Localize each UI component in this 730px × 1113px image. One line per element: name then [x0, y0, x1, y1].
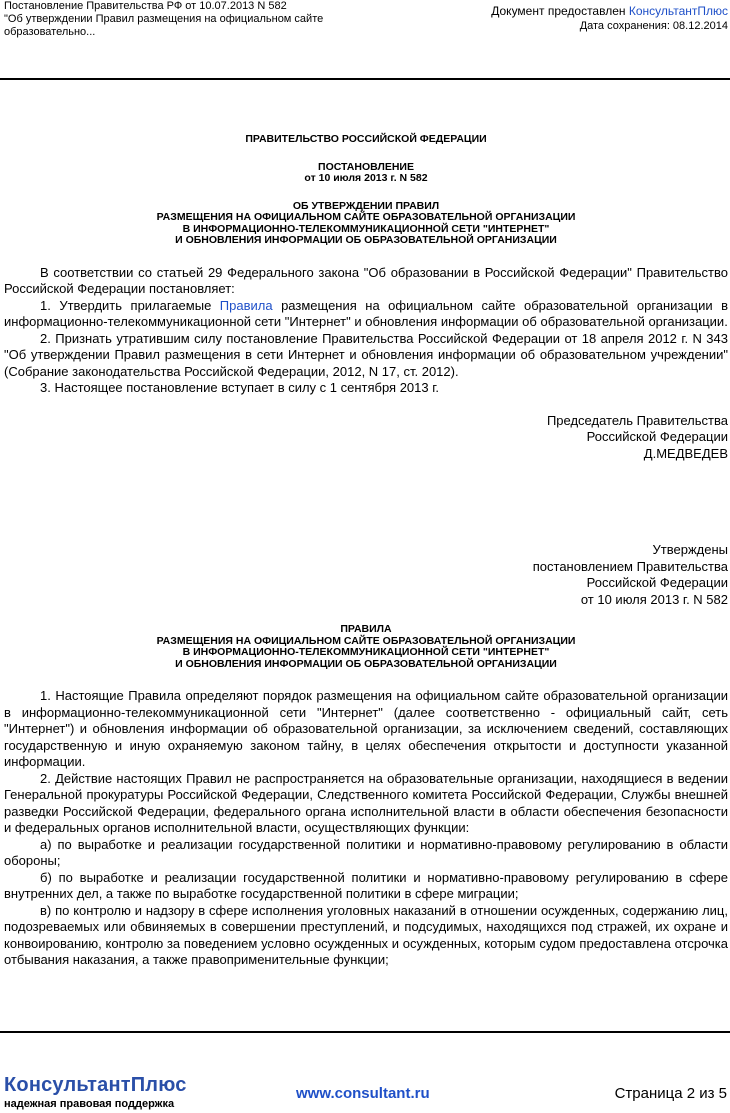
signature-line: Д.МЕДВЕДЕВ — [643, 445, 728, 461]
signature-line: Российской Федерации — [586, 429, 728, 444]
signature-block — [4, 413, 728, 463]
logo-tagline: надежная правовая поддержка — [4, 1098, 175, 1110]
rules-paragraph: в) по контролю и надзору в сфере исполнения уголовных наказаний в отношении осужденных, содержанию лиц, подозреваемых или обвиняемых в совершении преступлений, и подсудимых, находящихся под стражей, их охране и конвоированию, контролю за поведением условно осужденных и осужденных, которым судом предоставлена отсрочка отбывания наказания, а также правоприменительные функции; — [4, 902, 728, 967]
item-3-paragraph: 3. Настоящее постановление вступает в силу с 1 сентября 2013 г. — [40, 380, 440, 395]
logo-brand: КонсультантПлюс — [4, 1074, 187, 1096]
doc-title-line: ОБ УТВЕРЖДЕНИИ ПРАВИЛ — [292, 199, 440, 212]
approval-line: Утверждены — [652, 542, 728, 557]
doc-date-heading: от 10 июля 2013 г. N 582 — [304, 172, 428, 184]
rules-title-line: И ОБНОВЛЕНИЯ ИНФОРМАЦИИ ОБ ОБРАЗОВАТЕЛЬНОЙ ОРГАНИЗАЦИИ — [175, 657, 557, 670]
item-2-paragraph: 2. Признать утратившим силу постановление Правительства Российской Федерации от 18 апреля 2012 г. N 343 "Об утверждении Правил размещения в сети Интернет и обновления информации об образовательном учреждении" (Собрание законодательства Российской Федерации, 2012, N 17, ст. 2012). — [4, 330, 728, 379]
page-counter: Страница 2 из 5 — [614, 1085, 727, 1102]
footer-divider — [0, 1031, 730, 1033]
header-document-title — [4, 0, 344, 39]
consultant-logo — [4, 1074, 187, 1111]
doc-title-line: В ИНФОРМАЦИОННО-ТЕЛЕКОММУНИКАЦИОННОЙ СЕТИ "ИНТЕРНЕТ" — [182, 222, 550, 235]
rules-title-line: ПРАВИЛА — [340, 623, 392, 635]
approval-line: от 10 июля 2013 г. N 582 — [580, 591, 728, 607]
provided-by-label: Документ предоставлен — [491, 4, 629, 18]
doc-title-line: РАЗМЕЩЕНИЯ НА ОФИЦИАЛЬНОМ САЙТЕ ОБРАЗОВАТЕЛЬНОЙ ОРГАНИЗАЦИИ — [156, 211, 576, 223]
government-heading: ПРАВИТЕЛЬСТВО РОССИЙСКОЙ ФЕДЕРАЦИИ — [245, 133, 487, 145]
approval-line: Российской Федерации — [586, 575, 728, 590]
doc-type-heading: ПОСТАНОВЛЕНИЕ — [318, 160, 414, 173]
item-1-paragraph: 1. Утвердить прилагаемые Правила размещения на официальном сайте образовательной организации в информационно-телекоммуникационной сети "Интернет" и обновления информации об образовательной организации. — [4, 297, 728, 329]
rules-title — [4, 624, 728, 670]
rules-paragraph: 2. Действие настоящих Правил не распространяется на образовательные организации, находящиеся в ведении Генеральной прокуратуры Российской Федерации, Следственного комитета Российской Федерации, Службы внешней разведки Российской Федерации, федерального органа исполнительной власти в области обеспечения безопасности и федеральных органов исполнительной власти, осуществляющих функции: — [4, 770, 728, 835]
document-body — [4, 134, 728, 969]
signature-line: Председатель Правительства — [546, 412, 728, 428]
site-url-link[interactable]: www.consultant.ru — [296, 1085, 430, 1102]
header-title-line: "Об утверждении Правил размещения на официальном сайте — [4, 13, 324, 25]
intro-paragraph: В соответствии со статьей 29 Федерального закона "Об образовании в Российской Федерации" Правительство Российской Федерации постановляет: — [4, 264, 728, 296]
rules-title-line: В ИНФОРМАЦИОННО-ТЕЛЕКОММУНИКАЦИОННОЙ СЕТИ "ИНТЕРНЕТ" — [182, 646, 550, 658]
rules-paragraph: 1. Настоящие Правила определяют порядок размещения на официальном сайте образовательной организации в информационно-телекоммуникационной сети "Интернет" (далее соответственно - официальный сайт, сеть "Интернет") и обновления информации об образовательной организации, за исключением сведений, составляющих государственную и иную охраняемую законом тайну, в целях обеспечения открытости и доступности указанной информации. — [4, 688, 728, 769]
rules-link[interactable]: Правила — [219, 297, 273, 313]
save-date: Дата сохранения: 08.12.2014 — [579, 20, 728, 32]
doc-title-line: И ОБНОВЛЕНИЯ ИНФОРМАЦИИ ОБ ОБРАЗОВАТЕЛЬНОЙ ОРГАНИЗАЦИИ — [175, 234, 557, 246]
rules-paragraph: б) по выработке и реализации государственной политики и нормативно-правовому регулированию в сфере внутренних дел, а также по выработке государственной политики в сфере миграции; — [4, 869, 728, 901]
header-provider-info — [491, 4, 728, 33]
rules-title-line: РАЗМЕЩЕНИЯ НА ОФИЦИАЛЬНОМ САЙТЕ ОБРАЗОВАТЕЛЬНОЙ ОРГАНИЗАЦИИ — [156, 634, 576, 647]
header-title-line: образовательно... — [4, 26, 96, 38]
rules-paragraph: а) по выработке и реализации государственной политики и нормативно-правовому регулированию в области обороны; — [4, 836, 728, 868]
header-title-line: Постановление Правительства РФ от 10.07.2013 N 582 — [4, 0, 287, 12]
provider-brand-link[interactable]: КонсультантПлюс — [628, 4, 728, 18]
approval-line: постановлением Правительства — [532, 558, 728, 574]
doc-title — [4, 201, 728, 247]
header-divider — [0, 78, 730, 80]
approval-block — [4, 542, 728, 608]
